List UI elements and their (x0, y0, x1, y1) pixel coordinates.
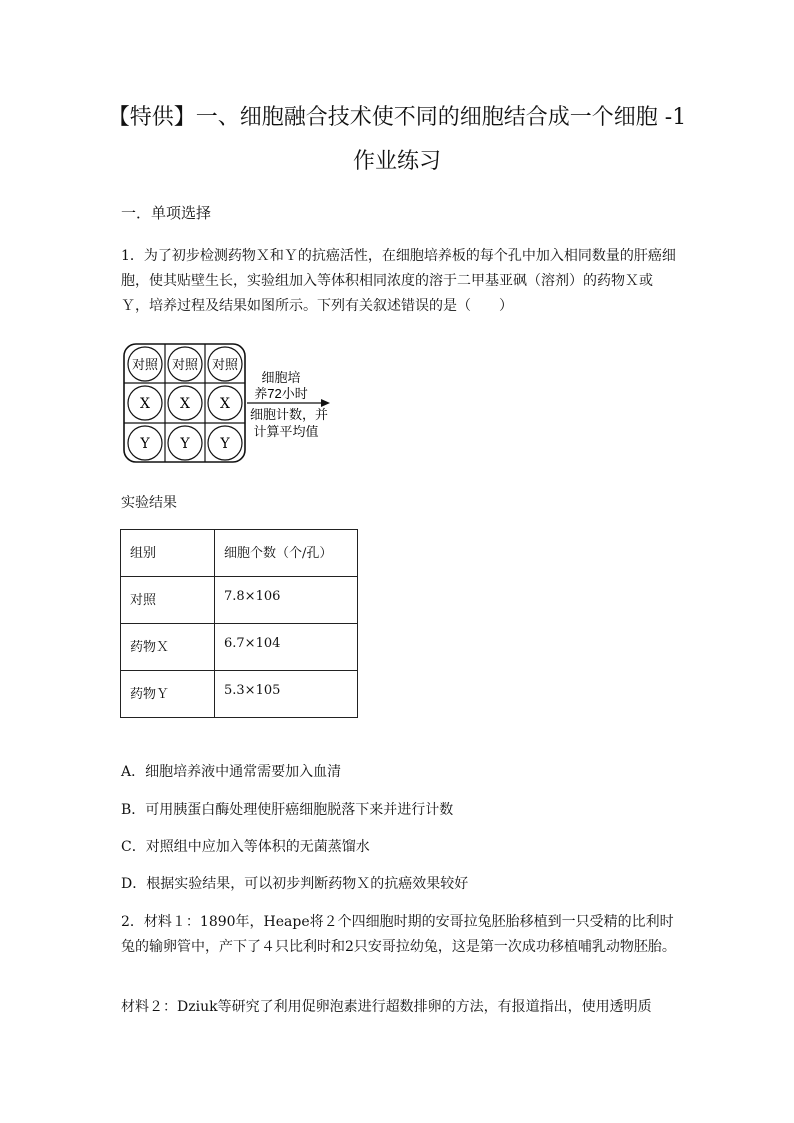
well-label: 对照 (211, 358, 239, 373)
question2-material2: 材料２：Dziuk等研究了利用促卵泡素进行超数排卵的方法，有报道指出，使用透明质 (121, 999, 652, 1015)
culture-plate-diagram (121, 341, 366, 466)
table-cell: 5.3×105 (215, 671, 358, 718)
well-row-y (128, 426, 242, 460)
table-row (121, 577, 358, 624)
well-row-x (128, 386, 242, 420)
question1-stem: 1．为了初步检测药物Ｘ和Ｙ的抗癌活性，在细胞培养板的每个孔中加入相同数量的肝癌细胞，使其贴壁生长，实验组加入等体积相同浓度的溶于二甲基亚砜（溶剂）的药物Ｘ或Ｙ，培养过程及结果如图所示。下列有关叙述错误的是（ ） (121, 248, 676, 314)
well-label: X (220, 396, 230, 412)
table-header-cell: 细胞个数（个/孔） (215, 530, 358, 577)
results-label: 实验结果 (121, 495, 177, 511)
well-label: 对照 (131, 358, 159, 373)
arrow-label-top-1: 细胞培 (261, 370, 301, 385)
question2-material1: 2．材料１：1890年，Heape将２个四细胞时期的安哥拉兔胚胎移植到一只受精的比利时兔的输卵管中，产下了４只比利时和2只安哥拉幼兔，这是第一次成功移植哺乳动物胚胎。 (121, 914, 676, 955)
table-row (121, 624, 358, 671)
table-cell: 7.8×106 (215, 577, 358, 624)
table-cell: 药物Ｙ (121, 671, 215, 718)
page-title-line2: 作业练习 (352, 149, 441, 174)
section-heading: 一．单项选择 (121, 204, 212, 222)
option-b: B．可用胰蛋白酶处理使肝癌细胞脱落下来并进行计数 (121, 802, 454, 818)
table-cell: 6.7×104 (215, 624, 358, 671)
table-cell: 药物Ｘ (121, 624, 215, 671)
well-label: X (140, 396, 150, 412)
page-title-line1: 【特供】一、细胞融合技术使不同的细胞结合成一个细胞 -1 (107, 105, 687, 130)
well-label: Y (140, 436, 150, 452)
table-header-cell: 组别 (121, 530, 215, 577)
well-label: Y (180, 436, 190, 452)
arrow-label-bottom-2: 计算平均值 (253, 424, 319, 439)
table-header-row (121, 530, 358, 577)
well-row-control (128, 347, 242, 381)
well-label: Y (220, 436, 230, 452)
results-table (120, 529, 358, 718)
option-a: A．细胞培养液中通常需要加入血清 (121, 764, 342, 780)
arrow-label-bottom-1: 细胞计数，并 (249, 407, 329, 422)
table-row (121, 671, 358, 718)
option-d: D．根据实验结果，可以初步判断药物Ｘ的抗癌效果较好 (121, 876, 469, 892)
option-c: C．对照组中应加入等体积的无菌蒸馏水 (121, 839, 370, 855)
table-cell: 对照 (121, 577, 215, 624)
arrow-label-top-2: 养72小时 (254, 386, 308, 401)
well-label: 对照 (171, 358, 199, 373)
well-label: X (180, 396, 190, 412)
